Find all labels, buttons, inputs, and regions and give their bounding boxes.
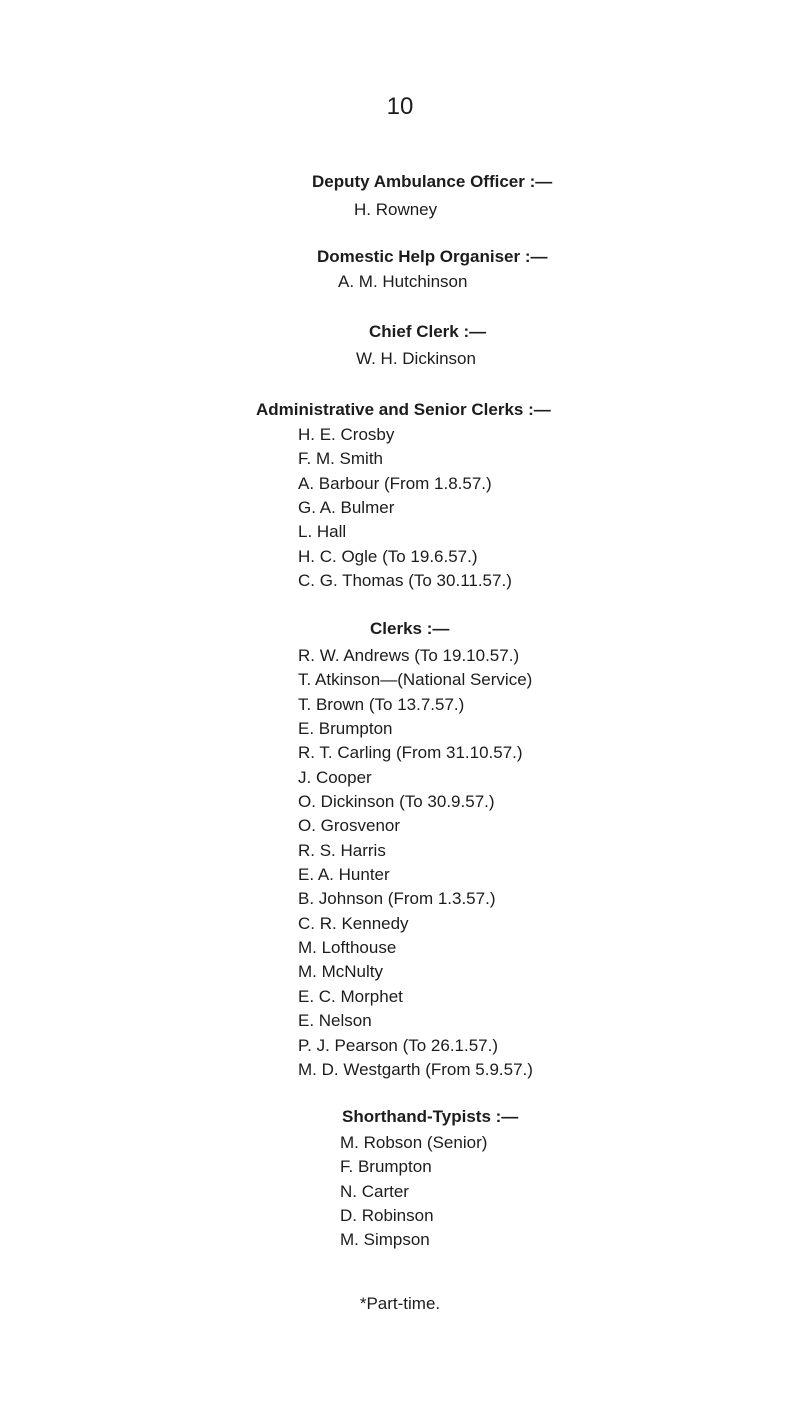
list-item: E. C. Morphet — [298, 986, 403, 1006]
list-item: M. Lofthouse — [298, 938, 397, 958]
list-item: M. Simpson — [340, 1230, 430, 1250]
list-item: G. A. Bulmer — [298, 498, 395, 518]
deputy-ambulance-officer-heading: Deputy Ambulance Officer :— — [312, 172, 553, 191]
list-item: D. Robinson — [340, 1206, 434, 1226]
list-item: M. McNulty — [298, 962, 383, 982]
list-item: C. G. Thomas (To 30.11.57.) — [298, 571, 512, 591]
page-number: 10 — [386, 93, 414, 120]
list-item: E. Nelson — [298, 1011, 372, 1031]
list-item: R. T. Carling (From 31.10.57.) — [298, 743, 523, 763]
list-item: C. R. Kennedy — [298, 913, 409, 933]
list-item: T. Brown (To 13.7.57.) — [298, 694, 465, 714]
list-item: A. Barbour (From 1.8.57.) — [298, 473, 492, 493]
list-item: T. Atkinson—(National Service) — [298, 670, 533, 690]
list-item: F. M. Smith — [298, 449, 384, 469]
chief-clerk-name: W. H. Dickinson — [356, 349, 476, 368]
list-item: R. W. Andrews (To 19.10.57.) — [298, 646, 520, 665]
administrative-senior-clerks-heading: Administrative and Senior Clerks :— — [256, 400, 551, 419]
list-item: H. C. Ogle (To 19.6.57.) — [298, 546, 478, 566]
deputy-ambulance-officer-name: H. Rowney — [354, 200, 438, 219]
clerks-heading: Clerks :— — [370, 619, 450, 638]
list-item: P. J. Pearson (To 26.1.57.) — [298, 1035, 499, 1055]
list-item: O. Grosvenor — [298, 816, 401, 836]
list-item: H. E. Crosby — [298, 425, 395, 444]
footnote: *Part-time. — [359, 1294, 441, 1313]
list-item: E. Brumpton — [298, 719, 393, 739]
shorthand-typists-heading: Shorthand-Typists :— — [342, 1107, 519, 1126]
list-item: O. Dickinson (To 30.9.57.) — [298, 792, 495, 812]
domestic-help-organiser-heading: Domestic Help Organiser :— — [317, 247, 548, 266]
list-item: F. Brumpton — [340, 1157, 432, 1177]
shorthand-typists-list — [340, 1131, 487, 1253]
list-item: N. Carter — [340, 1181, 409, 1201]
administrative-senior-clerks-list — [298, 423, 512, 593]
domestic-help-organiser-name: A. M. Hutchinson — [338, 272, 468, 291]
clerks-list — [298, 644, 533, 1082]
list-item: J. Cooper — [298, 767, 372, 787]
list-item: M. Robson (Senior) — [340, 1133, 488, 1152]
list-item: E. A. Hunter — [298, 865, 390, 885]
list-item: M. D. Westgarth (From 5.9.57.) — [298, 1059, 533, 1079]
list-item: L. Hall — [298, 522, 347, 542]
chief-clerk-heading: Chief Clerk :— — [369, 322, 487, 341]
list-item: R. S. Harris — [298, 840, 386, 860]
list-item: B. Johnson (From 1.3.57.) — [298, 889, 496, 909]
